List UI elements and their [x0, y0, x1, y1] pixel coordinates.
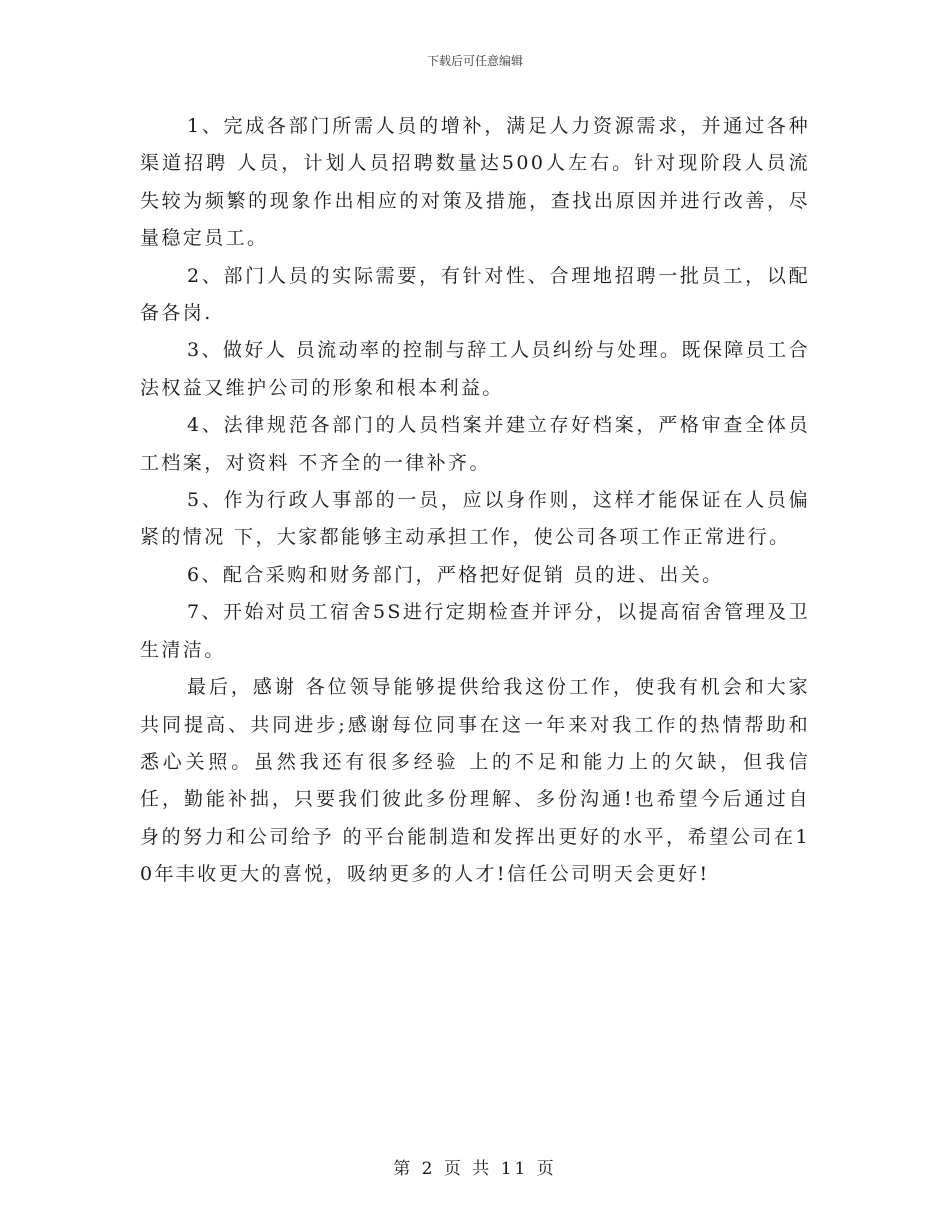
page-number: 第 2 页 共 11 页 — [393, 1159, 557, 1179]
paragraph-item-5: 5、作为行政人事部的一员，应以身作则，这样才能保证在人员偏紧的情况 下，大家都能够主动承担工作，使公司各项工作正常进行。 — [140, 489, 810, 549]
paragraph-item-6: 6、配合采购和财务部门，严格把好促销 员的进、出关。 — [187, 563, 724, 586]
paragraph-item-2: 2、部门人员的实际需要，有针对性、合理地招聘一批员工，以配备各岗. — [140, 264, 810, 325]
paragraph-item-7: 7、开始对员工宿舍5S进行定期检查并评分，以提高宿舍管理及卫生清洁。 — [140, 601, 810, 661]
page-header: 下载后可任意编辑 — [426, 54, 523, 68]
paragraph-item-4: 4、法律规范各部门的人员档案并建立存好档案，严格审查全体员工档案，对资料 不齐全的一律补齐。 — [140, 414, 810, 474]
paragraph-item-3: 3、做好人 员流动率的控制与辞工人员纠纷与处理。既保障员工合法权益又维护公司的形象和根本利益。 — [140, 339, 810, 399]
paragraph-closing: 最后，感谢 各位领导能够提供给我这份工作，使我有机会和大家共同提高、共同进步;感谢每位同事在这一年来对我工作的热情帮助和悉心关照。虽然我还有很多经验 上的不足和能力上的欠缺，但我信任，勤能补拙，只要我们彼此多份理解、多份沟通!也希望今后通过自身的努力和公司给予 的平台能制造和发挥出更好的水平，希望公司在10年丰收更大的喜悦，吸纳更多的人才!信任公司明天会更好! — [140, 676, 810, 886]
document-body — [140, 108, 810, 894]
paragraph-item-1: 1、完成各部门所需人员的增补，满足人力资源需求，并通过各种渠道招聘 人员，计划人员招聘数量达500人左右。针对现阶段人员流失较为频繁的现象作出相应的对策及措施，查找出原因并进行改善，尽量稳定员工。 — [140, 115, 810, 250]
